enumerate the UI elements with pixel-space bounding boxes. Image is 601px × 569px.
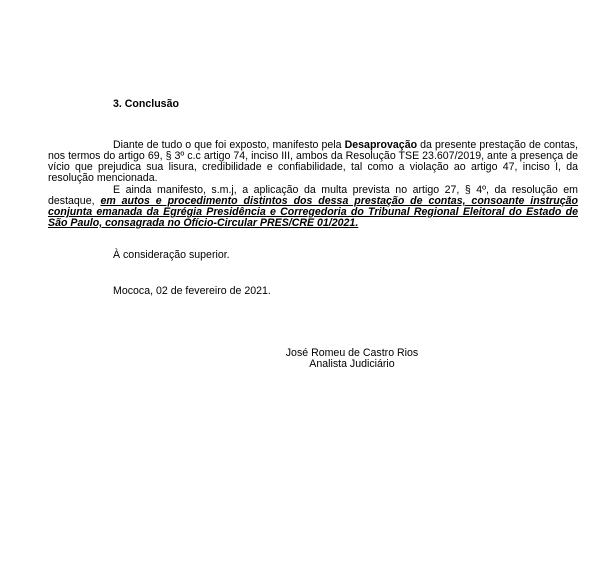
fine-lead-text: E ainda manifesto, s.m.j, a aplicação da multa prevista no artigo 27, § 4º, da resolução em destaque, — [48, 184, 578, 207]
fine-paragraph — [48, 185, 578, 229]
signatory-name: José Romeu de Castro Rios — [285, 347, 419, 359]
signatory-role: Analista Judiciário — [309, 358, 395, 370]
paragraph-lead-text: Diante de tudo o que foi exposto, manifesto pela — [113, 139, 345, 151]
signature-block — [262, 348, 442, 370]
date-line: Mococa, 02 de fevereiro de 2021. — [113, 285, 271, 297]
paragraph-body-text: da presente prestação de contas, nos termos do artigo 69, § 3º c.c artigo 74, inciso III, ambos da Resolução TSE 23.607/2019, ante a presença de vício que prejudica sua lisura, credibilidade e confiabilidade, tal como a violação ao artigo 47, inciso I, da resolução mencionada. — [48, 139, 578, 184]
disapproval-term: Desaprovação — [344, 139, 418, 151]
section-heading: 3. Conclusão — [113, 98, 179, 110]
fine-emphasis-text: em autos e procedimento distintos dos dessa prestação de contas, consoante instrução conjunta emanada da Egrégia Presidência e Corregedoria do Tribunal Regional Eleitoral do Estado de São Paulo, consagrada no Ofício-Circular PRES/CRE 01/2021. — [48, 195, 578, 229]
conclusion-paragraph — [48, 140, 578, 184]
closing-line: À consideração superior. — [113, 249, 230, 261]
